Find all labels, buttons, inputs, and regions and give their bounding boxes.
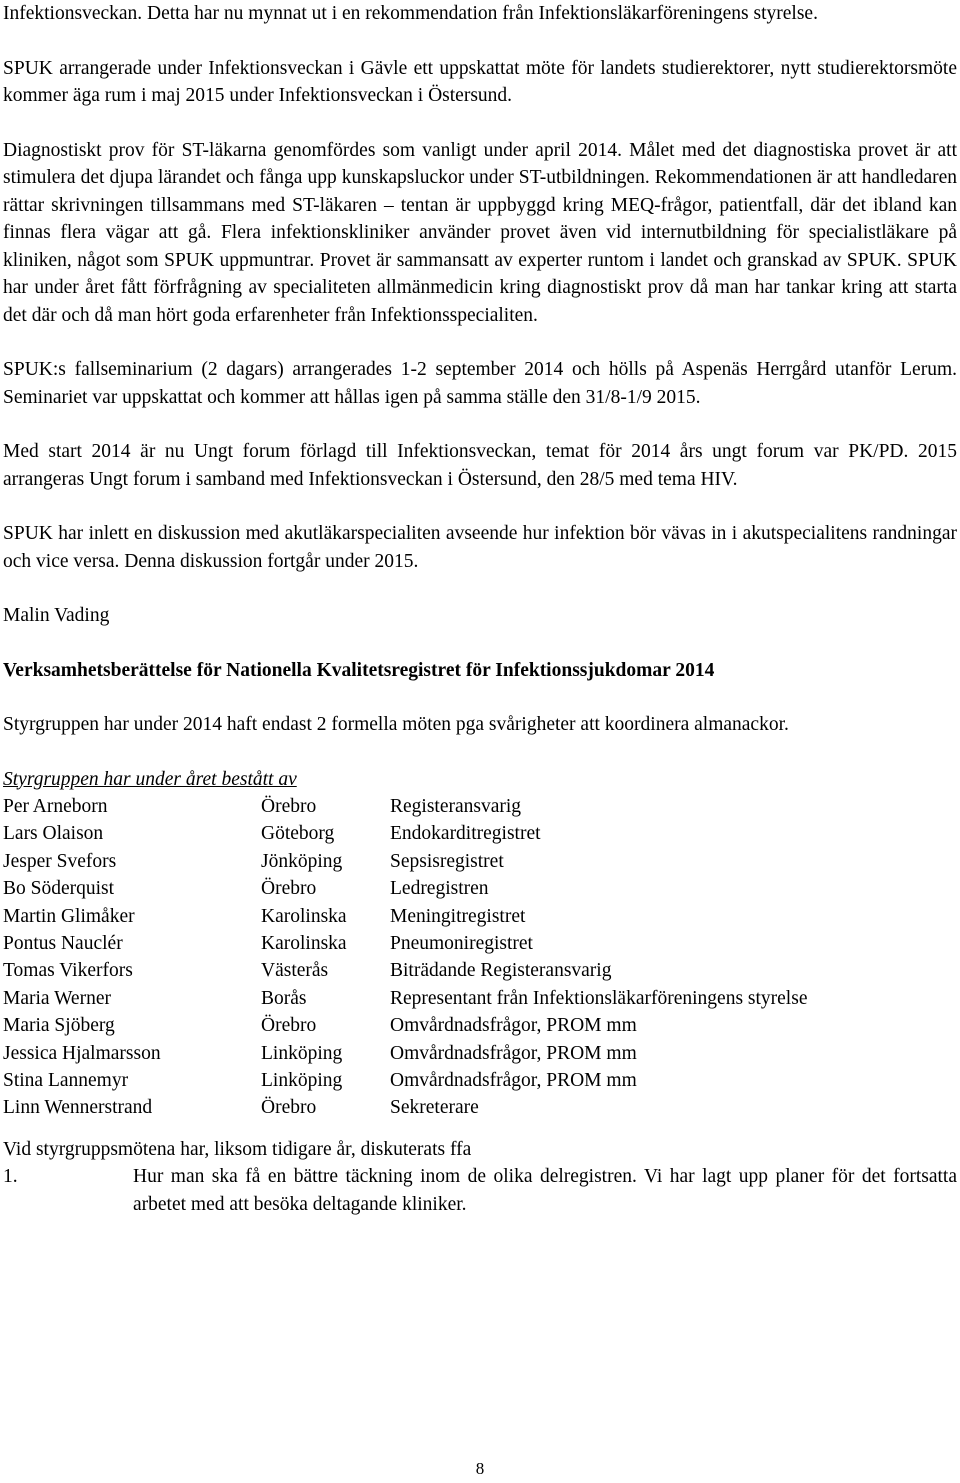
spacer [3,1122,957,1136]
section-heading: Verksamhetsberättelse för Nationella Kvalitetsregistret för Infektionssjukdomar 2014 [3,659,715,681]
member-name: Pontus Nauclér [3,932,123,954]
member-city: Borås [261,987,307,1009]
member-role: Sekreterare [390,1097,479,1119]
member-name: Lars Olaison [3,823,104,845]
spacer [3,110,957,137]
member-city: Göteborg [261,823,335,845]
member-role: Omvårdnadsfrågor, PROM mm [390,1042,637,1064]
list-item-number: 1. [3,1166,18,1188]
member-role: Endokarditregistret [390,823,541,845]
discussed-intro: Vid styrgruppsmötena har, liksom tidigare år, diskuterats ffa [3,1138,472,1160]
members-table [3,793,957,1122]
signature: Malin Vading [3,605,110,626]
member-row [3,1094,957,1121]
member-name: Stina Lannemyr [3,1069,129,1091]
member-name: Maria Werner [3,987,111,1009]
member-role: Pneumoniregistret [390,932,533,954]
member-city: Linköping [261,1069,343,1091]
numbered-list [3,1163,957,1218]
member-row [3,985,957,1012]
member-row [3,1012,957,1039]
spacer [3,575,957,602]
member-role: Ledregistren [390,878,489,900]
member-row [3,1040,957,1067]
member-name: Bo Söderquist [3,878,115,900]
list-item [3,1163,957,1218]
member-role: Representant från Infektionsläkarföreningens styrelse [390,987,808,1009]
member-row [3,903,957,930]
member-name: Tomas Vikerfors [3,960,133,982]
member-row [3,793,957,820]
paragraph-fallseminarium: SPUK:s fallseminarium (2 dagars) arrangerades 1-2 september 2014 och hölls på Aspenäs Herrgård utanför Lerum. Seminariet var uppskattat och kommer att hållas igen på samma ställe den 31/8-1/9 2015. [3,359,957,408]
member-role: Meningitregistret [390,905,526,927]
member-city: Jönköping [261,850,343,872]
paragraph-infektionsveckan: Infektionsveckan. Detta har nu mynnat ut i en rekommendation från Infektionsläkarföreningens styrelse. [3,3,818,24]
spacer [3,329,957,356]
member-city: Örebro [261,1097,317,1119]
member-row [3,875,957,902]
member-role: Sepsisregistret [390,850,504,872]
member-name: Per Arneborn [3,796,108,817]
member-city: Örebro [261,1015,317,1037]
members-title: Styrgruppen har under året bestått av [3,768,297,790]
paragraph-akutspecialiten: SPUK har inlett en diskussion med akutläkarspecialiten avseende hur infektion bör vävas in i akutspecialitens randningar och vice versa. Denna diskussion fortgår under 2015. [3,523,957,572]
member-role: Biträdande Registeransvarig [390,960,612,982]
member-name: Jessica Hjalmarsson [3,1042,161,1064]
paragraph-diagnostiskt-prov: Diagnostiskt prov för ST-läkarna genomfördes som vanligt under april 2014. Målet med det diagnostiska provet är att stimulera det djupa lärandet och fånga upp kunskapsluckor under ST-utbildningen. Rekommendationen är att handledaren rättar skrivningen tillsammans med ST-läkaren – tentan är uppbyggd kring MEQ-frågor, patientfall, där det ibland kan finnas flera vägar att gå. Flera infektionskliniker använder provet även vid internutbildning för specialistläkare på kliniken, något som SPUK uppmuntrar. Provet är sammansatt av experter runtom i landet och granskad av SPUK. SPUK har under året fått förfrågning av specialiteten allmänmedicin kring diagnostiskt prov då man har tankar kring att starta det där och då man hört goda erfarenheter från Infektionsspecialiten. [3,139,957,326]
member-city: Linköping [261,1042,343,1064]
member-name: Maria Sjöberg [3,1015,115,1037]
spacer [3,684,957,711]
member-row [3,930,957,957]
member-city: Karolinska [261,932,347,954]
member-city: Örebro [261,796,317,817]
paragraph-ungt-forum: Med start 2014 är nu Ungt forum förlagd till Infektionsveckan, temat för 2014 års ungt forum var PK/PD. 2015 arrangeras Ungt forum i samband med Infektionsveckan i Östersund, den 28/5 med tema HIV. [3,441,957,490]
member-city: Västerås [261,960,329,982]
spacer [3,411,957,438]
member-name: Linn Wennerstrand [3,1097,153,1119]
member-row [3,820,957,847]
document-page [3,0,957,1218]
section-intro: Styrgruppen har under 2014 haft endast 2 formella möten pga svårigheter att koordinera almanackor. [3,714,789,735]
member-role: Omvårdnadsfrågor, PROM mm [390,1015,637,1037]
paragraph-studierektorer: SPUK arrangerade under Infektionsveckan i Gävle ett uppskattat möte för landets studierektorer, nytt studierektorsmöte kommer äga rum i maj 2015 under Infektionsveckan i Östersund. [3,57,957,106]
list-item-text: Hur man ska få en bättre täckning inom de olika delregistren. Vi har lagt upp planer för det fortsatta arbetet med att besöka deltagande kliniker. [133,1166,957,1215]
member-role: Registeransvarig [390,796,522,817]
member-name: Jesper Svefors [3,850,117,872]
page-number: 8 [475,1459,485,1478]
member-role: Omvårdnadsfrågor, PROM mm [390,1069,637,1091]
spacer [3,630,957,657]
member-row [3,957,957,984]
member-name: Martin Glimåker [3,905,135,927]
spacer [3,493,957,520]
member-city: Örebro [261,878,317,900]
member-row [3,848,957,875]
member-row [3,1067,957,1094]
member-city: Karolinska [261,905,347,927]
spacer [3,28,957,55]
spacer [3,739,957,766]
